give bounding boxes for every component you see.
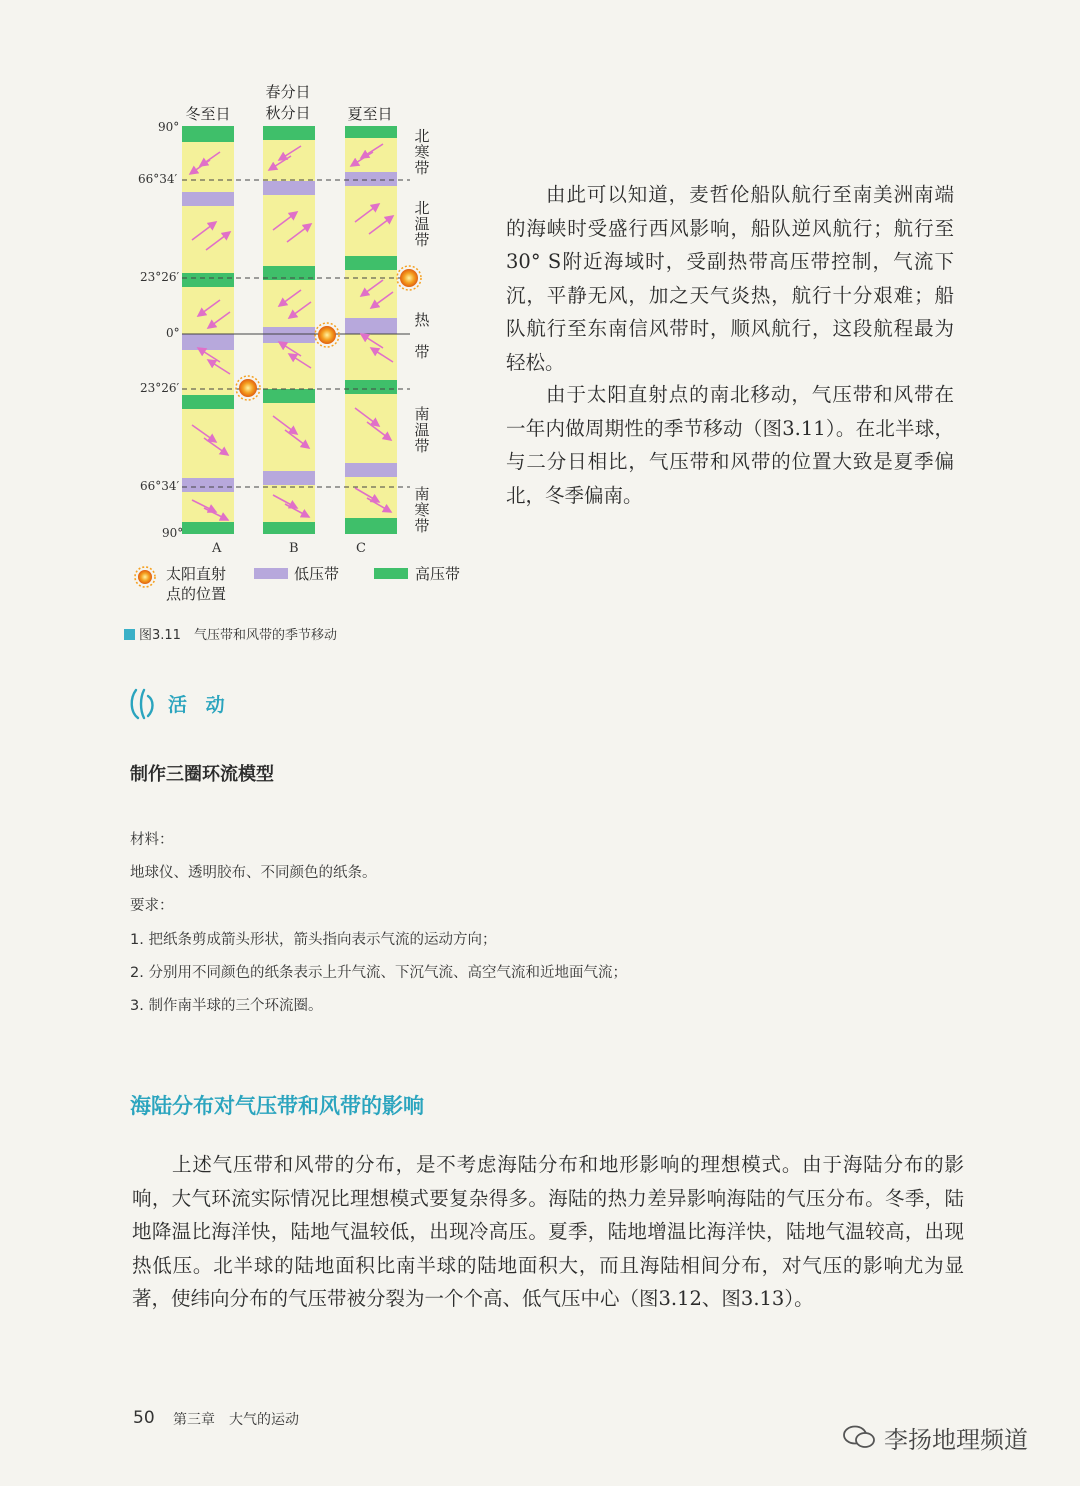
latitude-label: 0° bbox=[166, 326, 180, 340]
column-heading-winter: 冬至日 bbox=[185, 105, 231, 123]
column-heading-summer: 夏至日 bbox=[347, 105, 393, 123]
latitude-label: 90° bbox=[162, 526, 184, 540]
page-number: 50 bbox=[133, 1408, 155, 1428]
legend-sun-label: 太阳直射 点的位置 bbox=[166, 565, 227, 603]
wechat-icon bbox=[842, 1424, 876, 1450]
column-heading-equinox: 春分日 秋分日 bbox=[265, 83, 311, 122]
latitude-label: 90° bbox=[158, 120, 180, 134]
column-letter-a: A bbox=[212, 541, 222, 556]
paragraph-magellan: 由此可以知道，麦哲伦船队航行至南美洲南端的海峡时受盛行西风影响，船队逆风航行；航行至30° S附近海域时，受副热带高压带控制，气流下沉，平静无风，加之天气炎热，航行十分艰难；船队航行至东南信风带时，顺风航行，这段航程最为轻松。 bbox=[506, 183, 954, 374]
legend-low-label: 低压带 bbox=[294, 565, 340, 583]
section-heading: 海陆分布对气压带和风带的影响 bbox=[130, 1094, 424, 1118]
watermark-text: 李扬地理频道 bbox=[884, 1426, 1028, 1454]
latitude-label: 66°34′ bbox=[138, 172, 178, 186]
column-letter-c: C bbox=[356, 541, 366, 556]
latitude-label: 66°34′ bbox=[140, 479, 180, 493]
caption-square-icon bbox=[124, 629, 135, 640]
figure-caption bbox=[124, 624, 337, 643]
zone-label-north-frigid: 北寒带 bbox=[414, 127, 430, 177]
column-c bbox=[345, 126, 397, 534]
legend-high-label: 高压带 bbox=[415, 565, 461, 583]
column-b bbox=[263, 126, 315, 534]
requirements-label: 要求： bbox=[130, 898, 174, 914]
sun-icon bbox=[397, 266, 421, 290]
caption-text: 图3.11 气压带和风带的季节移动 bbox=[139, 628, 337, 643]
legend-high-swatch bbox=[374, 568, 408, 579]
column-letter-b: B bbox=[289, 541, 299, 556]
activity-title: 活 动 bbox=[168, 694, 231, 716]
zone-label-tropic-2: 带 bbox=[414, 343, 430, 361]
zone-label-north-temperate: 北温带 bbox=[414, 199, 430, 249]
legend-low-swatch bbox=[254, 568, 288, 579]
zone-label-south-temperate: 南温带 bbox=[414, 405, 430, 455]
chapter-title: 第三章 大气的运动 bbox=[173, 1412, 299, 1428]
legend-sun-icon bbox=[132, 564, 158, 590]
activity-icon bbox=[128, 686, 162, 722]
zone-label-tropic: 热 bbox=[414, 311, 430, 329]
requirement-step: 3. 制作南半球的三个环流圈。 bbox=[130, 998, 323, 1014]
activity-subtitle: 制作三圈环流模型 bbox=[130, 764, 274, 785]
column-a bbox=[182, 126, 234, 534]
sun-icon bbox=[315, 323, 339, 347]
sun-icon bbox=[236, 376, 260, 400]
section-body: 上述气压带和风带的分布，是不考虑海陆分布和地形影响的理想模式。由于海陆分布的影响，大气环流实际情况比理想模式要复杂得多。海陆的热力差异影响海陆的气压分布。冬季，陆地降温比海洋快，陆地气温较低，出现冷高压。夏季，陆地增温比海洋快，陆地气温较高，出现热低压。北半球的陆地面积比南半球的陆地面积大，而且海陆相间分布，对气压的影响尤为显著，使纬向分布的气压带被分裂为一个个高、低气压中心（图3.12、图3.13）。 bbox=[132, 1153, 964, 1310]
figure-3-11 bbox=[120, 80, 480, 620]
zone-label-south-frigid: 南寒带 bbox=[414, 485, 430, 535]
materials-text: 地球仪、透明胶布、不同颜色的纸条。 bbox=[130, 865, 377, 881]
requirement-step: 2. 分别用不同颜色的纸条表示上升气流、下沉气流、高空气流和近地面气流； bbox=[130, 965, 627, 981]
paragraph-seasonal-shift: 由于太阳直射点的南北移动，气压带和风带在一年内做周期性的季节移动（图3.11）。在北半球，与二分日相比，气压带和风带的位置大致是夏季偏北，冬季偏南。 bbox=[506, 383, 954, 507]
latitude-label: 23°26′ bbox=[140, 270, 180, 284]
materials-label: 材料： bbox=[130, 832, 174, 848]
requirement-step: 1. 把纸条剪成箭头形状，箭头指向表示气流的运动方向； bbox=[130, 932, 497, 948]
latitude-label: 23°26′ bbox=[140, 381, 180, 395]
